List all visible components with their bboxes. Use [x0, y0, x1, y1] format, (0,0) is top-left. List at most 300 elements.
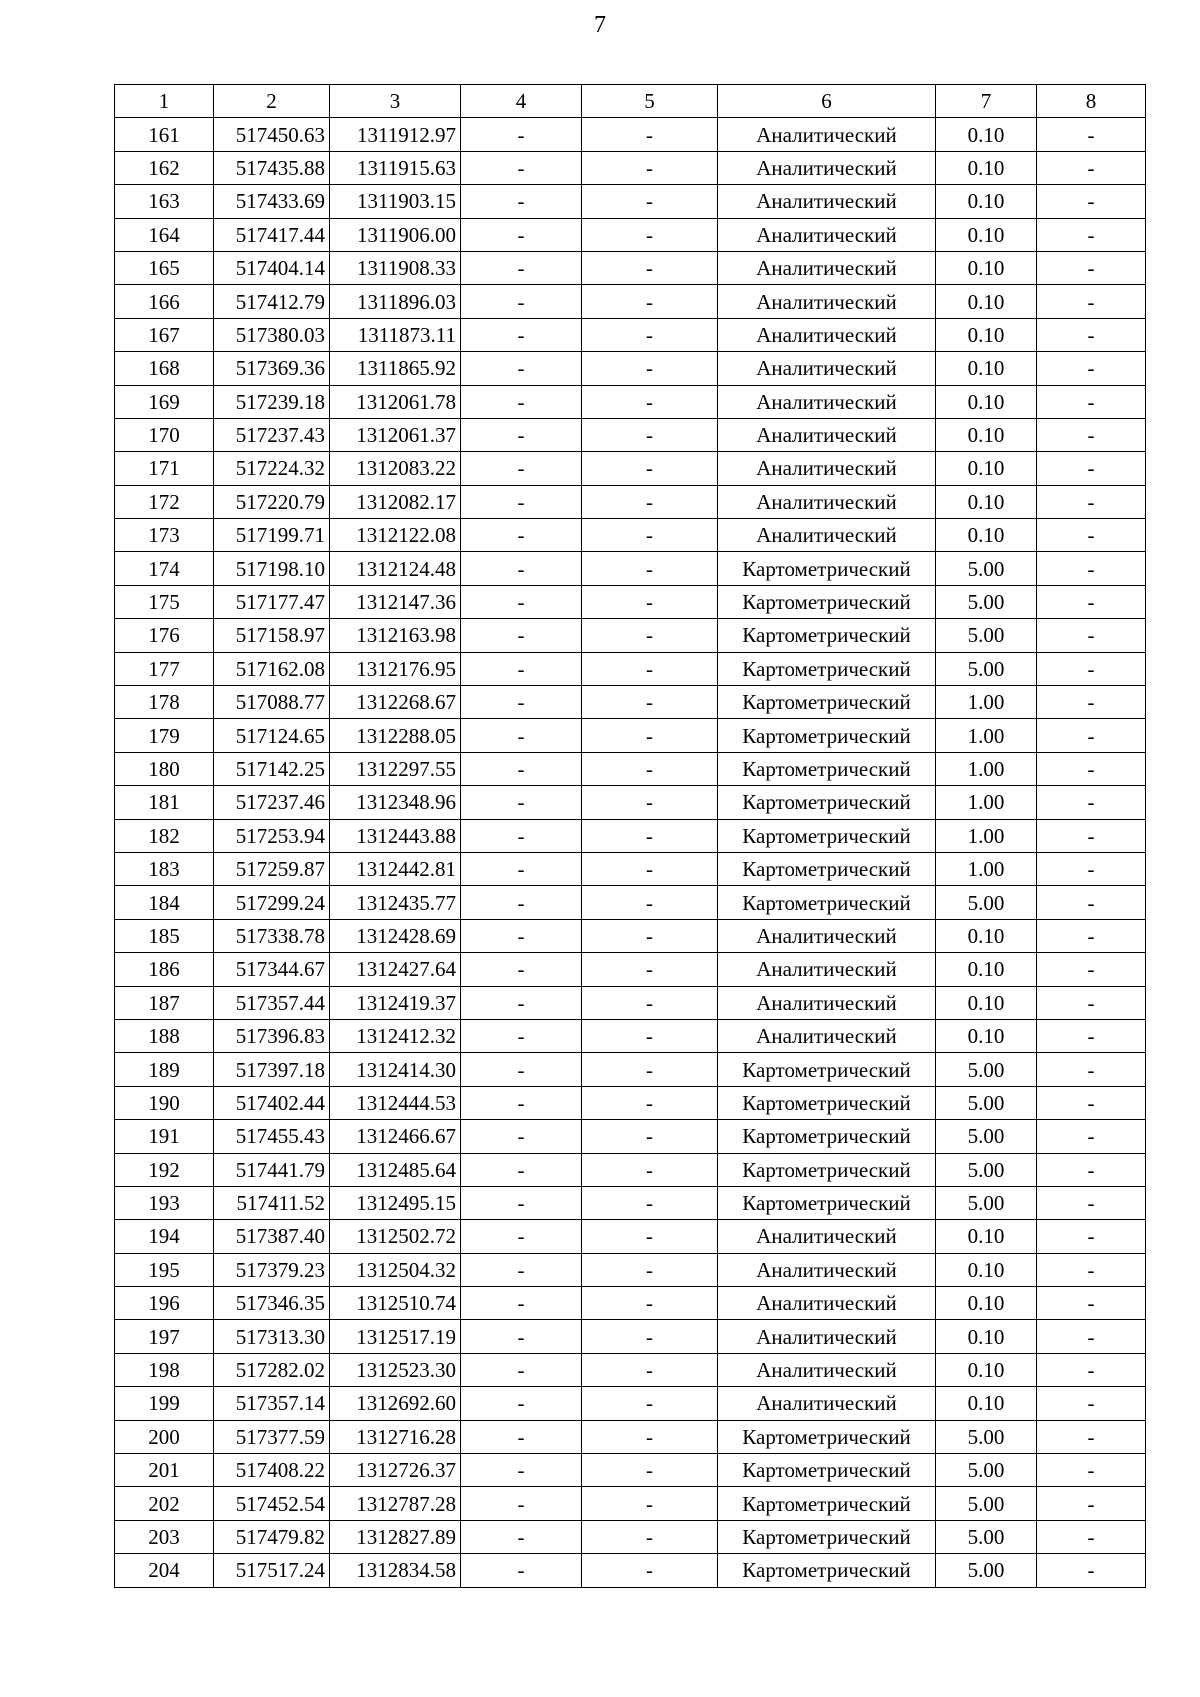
x-coordinate-cell: 517412.79	[214, 285, 330, 318]
column-4-cell: -	[461, 1420, 582, 1453]
table-row	[115, 1320, 1146, 1353]
y-coordinate-cell: 1311908.33	[330, 251, 461, 284]
point-number-cell: 195	[115, 1253, 214, 1286]
method-cell: Аналитический	[718, 218, 936, 251]
point-number-cell: 164	[115, 218, 214, 251]
column-header: 4	[461, 85, 582, 118]
method-cell: Картометрический	[718, 1520, 936, 1553]
column-5-cell: -	[582, 1487, 718, 1520]
accuracy-cell: 0.10	[936, 385, 1037, 418]
method-cell: Картометрический	[718, 1053, 936, 1086]
column-8-cell: -	[1037, 452, 1146, 485]
column-4-cell: -	[461, 752, 582, 785]
point-number-cell: 204	[115, 1554, 214, 1587]
point-number-cell: 194	[115, 1220, 214, 1253]
column-4-cell: -	[461, 1120, 582, 1153]
accuracy-cell: 1.00	[936, 819, 1037, 852]
method-cell: Картометрический	[718, 652, 936, 685]
y-coordinate-cell: 1312726.37	[330, 1454, 461, 1487]
x-coordinate-cell: 517380.03	[214, 318, 330, 351]
table-row	[115, 1186, 1146, 1219]
accuracy-cell: 0.10	[936, 519, 1037, 552]
y-coordinate-cell: 1312122.08	[330, 519, 461, 552]
column-5-cell: -	[582, 418, 718, 451]
column-4-cell: -	[461, 118, 582, 151]
accuracy-cell: 0.10	[936, 919, 1037, 952]
x-coordinate-cell: 517379.23	[214, 1253, 330, 1286]
column-4-cell: -	[461, 1320, 582, 1353]
point-number-cell: 199	[115, 1387, 214, 1420]
table-row	[115, 953, 1146, 986]
point-number-cell: 181	[115, 786, 214, 819]
x-coordinate-cell: 517088.77	[214, 686, 330, 719]
table-row	[115, 1120, 1146, 1153]
y-coordinate-cell: 1311903.15	[330, 185, 461, 218]
column-5-cell: -	[582, 1153, 718, 1186]
column-8-cell: -	[1037, 619, 1146, 652]
accuracy-cell: 5.00	[936, 1420, 1037, 1453]
method-cell: Картометрический	[718, 1120, 936, 1153]
column-4-cell: -	[461, 552, 582, 585]
table-row	[115, 819, 1146, 852]
column-5-cell: -	[582, 1220, 718, 1253]
column-4-cell: -	[461, 1253, 582, 1286]
accuracy-cell: 0.10	[936, 1253, 1037, 1286]
y-coordinate-cell: 1312428.69	[330, 919, 461, 952]
method-cell: Аналитический	[718, 953, 936, 986]
column-4-cell: -	[461, 619, 582, 652]
column-4-cell: -	[461, 1554, 582, 1587]
accuracy-cell: 5.00	[936, 585, 1037, 618]
column-4-cell: -	[461, 686, 582, 719]
column-4-cell: -	[461, 953, 582, 986]
column-5-cell: -	[582, 118, 718, 151]
column-8-cell: -	[1037, 385, 1146, 418]
x-coordinate-cell: 517435.88	[214, 151, 330, 184]
column-8-cell: -	[1037, 953, 1146, 986]
column-5-cell: -	[582, 1554, 718, 1587]
column-4-cell: -	[461, 519, 582, 552]
x-coordinate-cell: 517162.08	[214, 652, 330, 685]
table-row	[115, 519, 1146, 552]
method-cell: Аналитический	[718, 1019, 936, 1052]
point-number-cell: 185	[115, 919, 214, 952]
column-4-cell: -	[461, 1353, 582, 1386]
accuracy-cell: 0.10	[936, 218, 1037, 251]
point-number-cell: 179	[115, 719, 214, 752]
column-8-cell: -	[1037, 352, 1146, 385]
y-coordinate-cell: 1311915.63	[330, 151, 461, 184]
accuracy-cell: 5.00	[936, 1520, 1037, 1553]
accuracy-cell: 5.00	[936, 1153, 1037, 1186]
column-4-cell: -	[461, 819, 582, 852]
column-5-cell: -	[582, 1019, 718, 1052]
table-row	[115, 752, 1146, 785]
column-5-cell: -	[582, 251, 718, 284]
column-8-cell: -	[1037, 251, 1146, 284]
column-header: 3	[330, 85, 461, 118]
column-8-cell: -	[1037, 1086, 1146, 1119]
accuracy-cell: 0.10	[936, 485, 1037, 518]
point-number-cell: 178	[115, 686, 214, 719]
column-8-cell: -	[1037, 752, 1146, 785]
x-coordinate-cell: 517417.44	[214, 218, 330, 251]
accuracy-cell: 0.10	[936, 285, 1037, 318]
point-number-cell: 177	[115, 652, 214, 685]
table-row	[115, 385, 1146, 418]
column-5-cell: -	[582, 151, 718, 184]
method-cell: Картометрический	[718, 1186, 936, 1219]
column-5-cell: -	[582, 352, 718, 385]
table-row	[115, 1487, 1146, 1520]
x-coordinate-cell: 517441.79	[214, 1153, 330, 1186]
method-cell: Аналитический	[718, 285, 936, 318]
table-row	[115, 185, 1146, 218]
column-4-cell: -	[461, 585, 582, 618]
accuracy-cell: 0.10	[936, 118, 1037, 151]
x-coordinate-cell: 517479.82	[214, 1520, 330, 1553]
x-coordinate-cell: 517313.30	[214, 1320, 330, 1353]
method-cell: Аналитический	[718, 352, 936, 385]
y-coordinate-cell: 1312787.28	[330, 1487, 461, 1520]
method-cell: Аналитический	[718, 1253, 936, 1286]
table-row	[115, 1053, 1146, 1086]
method-cell: Картометрический	[718, 1554, 936, 1587]
point-number-cell: 198	[115, 1353, 214, 1386]
column-5-cell: -	[582, 285, 718, 318]
point-number-cell: 170	[115, 418, 214, 451]
y-coordinate-cell: 1312444.53	[330, 1086, 461, 1119]
table-row	[115, 585, 1146, 618]
x-coordinate-cell: 517177.47	[214, 585, 330, 618]
column-5-cell: -	[582, 218, 718, 251]
column-5-cell: -	[582, 652, 718, 685]
column-5-cell: -	[582, 1253, 718, 1286]
accuracy-cell: 0.10	[936, 452, 1037, 485]
y-coordinate-cell: 1312163.98	[330, 619, 461, 652]
column-4-cell: -	[461, 318, 582, 351]
x-coordinate-cell: 517387.40	[214, 1220, 330, 1253]
accuracy-cell: 5.00	[936, 1487, 1037, 1520]
method-cell: Картометрический	[718, 719, 936, 752]
column-5-cell: -	[582, 318, 718, 351]
point-number-cell: 172	[115, 485, 214, 518]
method-cell: Картометрический	[718, 1420, 936, 1453]
column-4-cell: -	[461, 1454, 582, 1487]
accuracy-cell: 0.10	[936, 1387, 1037, 1420]
point-number-cell: 200	[115, 1420, 214, 1453]
y-coordinate-cell: 1312147.36	[330, 585, 461, 618]
column-header: 6	[718, 85, 936, 118]
column-4-cell: -	[461, 352, 582, 385]
x-coordinate-cell: 517239.18	[214, 385, 330, 418]
accuracy-cell: 5.00	[936, 1454, 1037, 1487]
y-coordinate-cell: 1312504.32	[330, 1253, 461, 1286]
x-coordinate-cell: 517124.65	[214, 719, 330, 752]
column-4-cell: -	[461, 886, 582, 919]
method-cell: Картометрический	[718, 552, 936, 585]
method-cell: Аналитический	[718, 1287, 936, 1320]
column-5-cell: -	[582, 1053, 718, 1086]
accuracy-cell: 0.10	[936, 251, 1037, 284]
x-coordinate-cell: 517397.18	[214, 1053, 330, 1086]
table-row	[115, 786, 1146, 819]
column-4-cell: -	[461, 251, 582, 284]
x-coordinate-cell: 517404.14	[214, 251, 330, 284]
table-row	[115, 1353, 1146, 1386]
column-4-cell: -	[461, 1019, 582, 1052]
point-number-cell: 187	[115, 986, 214, 1019]
column-4-cell: -	[461, 1520, 582, 1553]
column-8-cell: -	[1037, 1520, 1146, 1553]
y-coordinate-cell: 1312288.05	[330, 719, 461, 752]
column-4-cell: -	[461, 652, 582, 685]
column-4-cell: -	[461, 1387, 582, 1420]
accuracy-cell: 0.10	[936, 352, 1037, 385]
x-coordinate-cell: 517346.35	[214, 1287, 330, 1320]
column-8-cell: -	[1037, 1019, 1146, 1052]
point-number-cell: 167	[115, 318, 214, 351]
column-4-cell: -	[461, 485, 582, 518]
y-coordinate-cell: 1311896.03	[330, 285, 461, 318]
point-number-cell: 166	[115, 285, 214, 318]
table-body	[115, 118, 1146, 1587]
y-coordinate-cell: 1312692.60	[330, 1387, 461, 1420]
column-4-cell: -	[461, 218, 582, 251]
y-coordinate-cell: 1311906.00	[330, 218, 461, 251]
point-number-cell: 191	[115, 1120, 214, 1153]
x-coordinate-cell: 517237.46	[214, 786, 330, 819]
method-cell: Картометрический	[718, 786, 936, 819]
table-row	[115, 251, 1146, 284]
column-5-cell: -	[582, 1353, 718, 1386]
column-5-cell: -	[582, 185, 718, 218]
accuracy-cell: 1.00	[936, 752, 1037, 785]
y-coordinate-cell: 1312268.67	[330, 686, 461, 719]
table-row	[115, 1387, 1146, 1420]
column-5-cell: -	[582, 919, 718, 952]
table-row	[115, 1086, 1146, 1119]
point-number-cell: 175	[115, 585, 214, 618]
y-coordinate-cell: 1312466.67	[330, 1120, 461, 1153]
column-8-cell: -	[1037, 1253, 1146, 1286]
table-row	[115, 218, 1146, 251]
y-coordinate-cell: 1312176.95	[330, 652, 461, 685]
column-4-cell: -	[461, 418, 582, 451]
point-number-cell: 171	[115, 452, 214, 485]
column-8-cell: -	[1037, 151, 1146, 184]
x-coordinate-cell: 517220.79	[214, 485, 330, 518]
column-header: 5	[582, 85, 718, 118]
x-coordinate-cell: 517433.69	[214, 185, 330, 218]
point-number-cell: 168	[115, 352, 214, 385]
y-coordinate-cell: 1312083.22	[330, 452, 461, 485]
table-row	[115, 852, 1146, 885]
x-coordinate-cell: 517450.63	[214, 118, 330, 151]
point-number-cell: 176	[115, 619, 214, 652]
column-5-cell: -	[582, 1287, 718, 1320]
column-5-cell: -	[582, 1520, 718, 1553]
column-header: 8	[1037, 85, 1146, 118]
method-cell: Аналитический	[718, 418, 936, 451]
accuracy-cell: 5.00	[936, 1120, 1037, 1153]
accuracy-cell: 5.00	[936, 886, 1037, 919]
column-8-cell: -	[1037, 1287, 1146, 1320]
method-cell: Аналитический	[718, 185, 936, 218]
column-4-cell: -	[461, 1287, 582, 1320]
accuracy-cell: 1.00	[936, 786, 1037, 819]
column-8-cell: -	[1037, 1053, 1146, 1086]
point-number-cell: 165	[115, 251, 214, 284]
table-row	[115, 919, 1146, 952]
method-cell: Картометрический	[718, 819, 936, 852]
y-coordinate-cell: 1312412.32	[330, 1019, 461, 1052]
accuracy-cell: 0.10	[936, 318, 1037, 351]
x-coordinate-cell: 517455.43	[214, 1120, 330, 1153]
accuracy-cell: 0.10	[936, 185, 1037, 218]
accuracy-cell: 0.10	[936, 1220, 1037, 1253]
method-cell: Картометрический	[718, 1454, 936, 1487]
column-4-cell: -	[461, 852, 582, 885]
accuracy-cell: 0.10	[936, 953, 1037, 986]
y-coordinate-cell: 1312495.15	[330, 1186, 461, 1219]
method-cell: Аналитический	[718, 452, 936, 485]
y-coordinate-cell: 1312419.37	[330, 986, 461, 1019]
column-5-cell: -	[582, 886, 718, 919]
table-row	[115, 1554, 1146, 1587]
column-4-cell: -	[461, 986, 582, 1019]
column-8-cell: -	[1037, 1387, 1146, 1420]
y-coordinate-cell: 1312827.89	[330, 1520, 461, 1553]
y-coordinate-cell: 1312061.37	[330, 418, 461, 451]
column-8-cell: -	[1037, 852, 1146, 885]
column-5-cell: -	[582, 519, 718, 552]
accuracy-cell: 0.10	[936, 1019, 1037, 1052]
accuracy-cell: 0.10	[936, 986, 1037, 1019]
column-4-cell: -	[461, 452, 582, 485]
table-row	[115, 1019, 1146, 1052]
method-cell: Аналитический	[718, 251, 936, 284]
column-5-cell: -	[582, 385, 718, 418]
column-4-cell: -	[461, 786, 582, 819]
point-number-cell: 162	[115, 151, 214, 184]
column-8-cell: -	[1037, 552, 1146, 585]
y-coordinate-cell: 1312716.28	[330, 1420, 461, 1453]
y-coordinate-cell: 1312082.17	[330, 485, 461, 518]
point-number-cell: 173	[115, 519, 214, 552]
method-cell: Аналитический	[718, 986, 936, 1019]
column-header: 2	[214, 85, 330, 118]
column-8-cell: -	[1037, 919, 1146, 952]
column-8-cell: -	[1037, 519, 1146, 552]
table-row	[115, 552, 1146, 585]
y-coordinate-cell: 1312443.88	[330, 819, 461, 852]
column-header: 1	[115, 85, 214, 118]
column-8-cell: -	[1037, 485, 1146, 518]
method-cell: Картометрический	[718, 619, 936, 652]
accuracy-cell: 1.00	[936, 852, 1037, 885]
y-coordinate-cell: 1312485.64	[330, 1153, 461, 1186]
column-8-cell: -	[1037, 652, 1146, 685]
column-5-cell: -	[582, 719, 718, 752]
method-cell: Аналитический	[718, 1320, 936, 1353]
x-coordinate-cell: 517452.54	[214, 1487, 330, 1520]
column-4-cell: -	[461, 385, 582, 418]
column-5-cell: -	[582, 986, 718, 1019]
x-coordinate-cell: 517396.83	[214, 1019, 330, 1052]
column-5-cell: -	[582, 852, 718, 885]
method-cell: Картометрический	[718, 1086, 936, 1119]
y-coordinate-cell: 1312442.81	[330, 852, 461, 885]
method-cell: Аналитический	[718, 385, 936, 418]
point-number-cell: 197	[115, 1320, 214, 1353]
x-coordinate-cell: 517299.24	[214, 886, 330, 919]
x-coordinate-cell: 517142.25	[214, 752, 330, 785]
y-coordinate-cell: 1312427.64	[330, 953, 461, 986]
accuracy-cell: 0.10	[936, 1353, 1037, 1386]
column-8-cell: -	[1037, 986, 1146, 1019]
y-coordinate-cell: 1312502.72	[330, 1220, 461, 1253]
y-coordinate-cell: 1311865.92	[330, 352, 461, 385]
y-coordinate-cell: 1312414.30	[330, 1053, 461, 1086]
method-cell: Картометрический	[718, 585, 936, 618]
table-row	[115, 1520, 1146, 1553]
accuracy-cell: 5.00	[936, 1554, 1037, 1587]
table-row	[115, 1253, 1146, 1286]
y-coordinate-cell: 1312517.19	[330, 1320, 461, 1353]
column-5-cell: -	[582, 1186, 718, 1219]
column-8-cell: -	[1037, 118, 1146, 151]
column-8-cell: -	[1037, 185, 1146, 218]
table-row	[115, 485, 1146, 518]
y-coordinate-cell: 1312348.96	[330, 786, 461, 819]
table-row	[115, 886, 1146, 919]
column-header: 7	[936, 85, 1037, 118]
column-8-cell: -	[1037, 1320, 1146, 1353]
x-coordinate-cell: 517237.43	[214, 418, 330, 451]
x-coordinate-cell: 517357.44	[214, 986, 330, 1019]
point-number-cell: 190	[115, 1086, 214, 1119]
point-number-cell: 163	[115, 185, 214, 218]
column-5-cell: -	[582, 686, 718, 719]
accuracy-cell: 1.00	[936, 719, 1037, 752]
accuracy-cell: 0.10	[936, 1287, 1037, 1320]
method-cell: Картометрический	[718, 1153, 936, 1186]
table-row	[115, 686, 1146, 719]
method-cell: Аналитический	[718, 1220, 936, 1253]
y-coordinate-cell: 1312297.55	[330, 752, 461, 785]
point-number-cell: 183	[115, 852, 214, 885]
x-coordinate-cell: 517517.24	[214, 1554, 330, 1587]
accuracy-cell: 0.10	[936, 151, 1037, 184]
table-row	[115, 118, 1146, 151]
y-coordinate-cell: 1312124.48	[330, 552, 461, 585]
y-coordinate-cell: 1311912.97	[330, 118, 461, 151]
x-coordinate-cell: 517253.94	[214, 819, 330, 852]
point-number-cell: 203	[115, 1520, 214, 1553]
column-4-cell: -	[461, 1487, 582, 1520]
method-cell: Аналитический	[718, 519, 936, 552]
column-4-cell: -	[461, 185, 582, 218]
column-8-cell: -	[1037, 1120, 1146, 1153]
column-5-cell: -	[582, 1420, 718, 1453]
table-row	[115, 418, 1146, 451]
column-5-cell: -	[582, 1454, 718, 1487]
point-number-cell: 186	[115, 953, 214, 986]
accuracy-cell: 5.00	[936, 619, 1037, 652]
column-4-cell: -	[461, 285, 582, 318]
column-5-cell: -	[582, 1320, 718, 1353]
